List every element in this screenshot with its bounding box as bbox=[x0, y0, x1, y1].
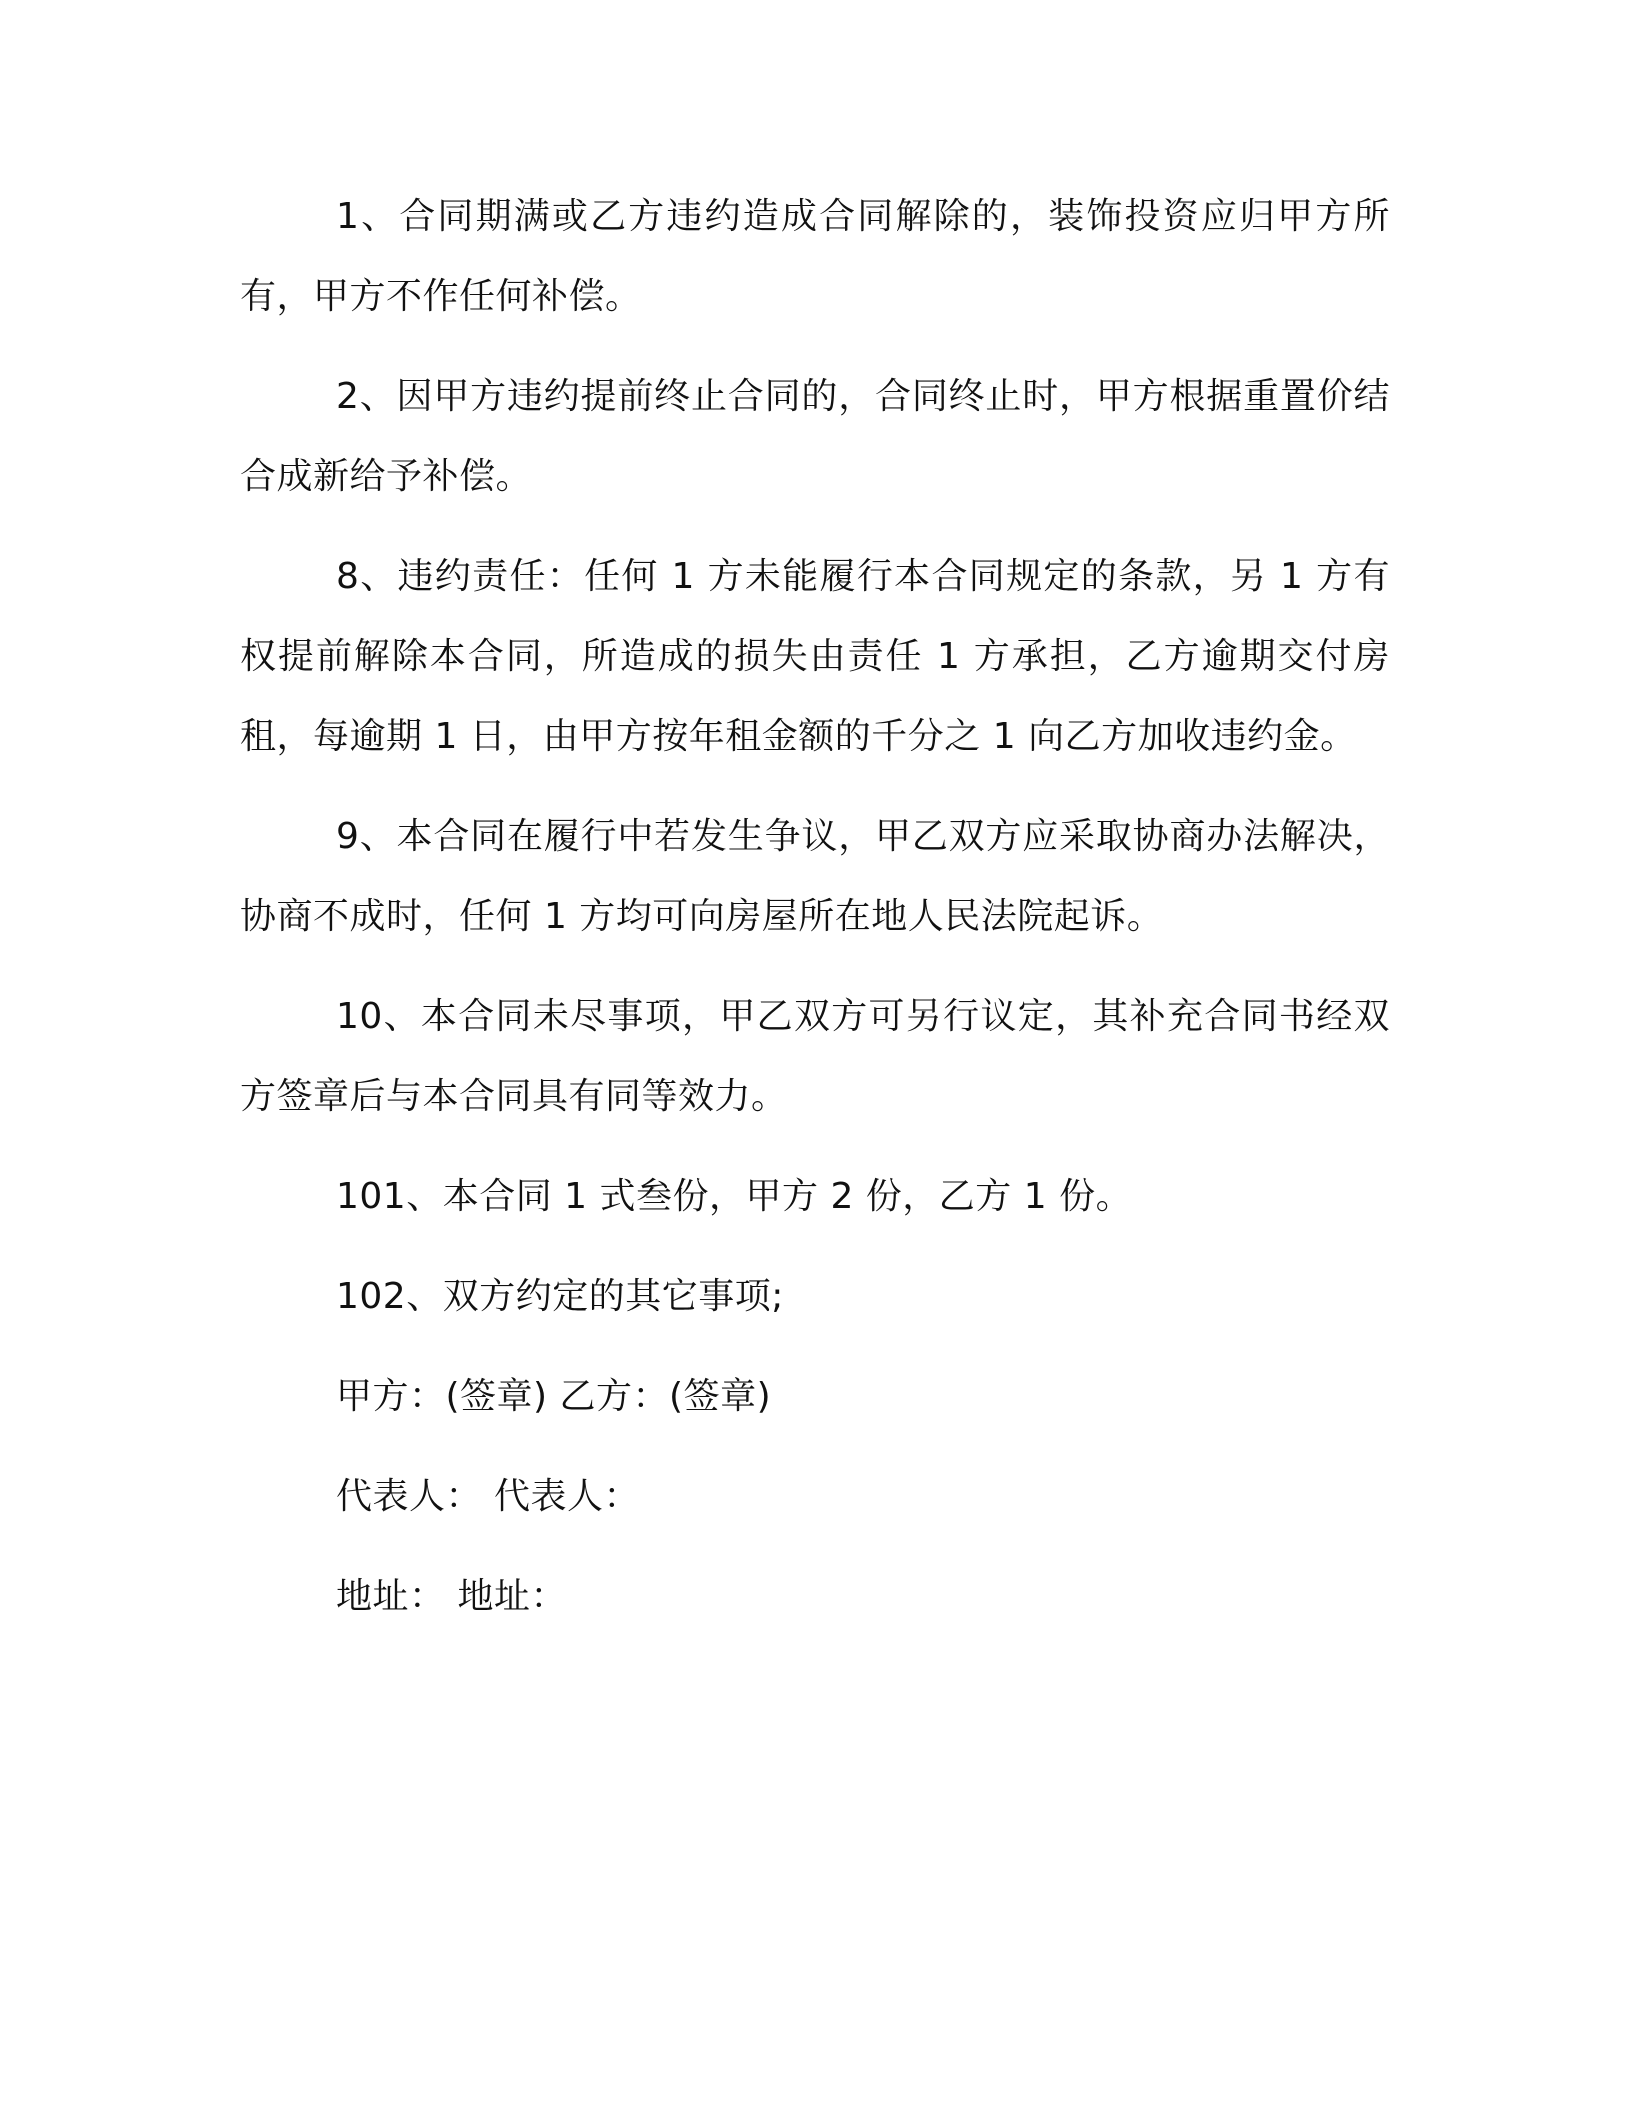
clause-10-paragraph: 10、本合同未尽事项，甲乙双方可另行议定，其补充合同书经双方签章后与本合同具有同等效力。 bbox=[240, 996, 1390, 1117]
signature-line: 甲方：(签章) 乙方：(签章) bbox=[336, 1376, 772, 1417]
clause-2-paragraph: 2、因甲方违约提前终止合同的，合同终止时，甲方根据重置价结合成新给予补偿。 bbox=[240, 376, 1390, 497]
address-line: 地址： 地址： bbox=[336, 1576, 567, 1617]
clause-8-paragraph: 8、违约责任：任何 1 方未能履行本合同规定的条款，另 1 方有权提前解除本合同，所造成的损失由责任 1 方承担，乙方逾期交付房租，每逾期 1 日，由甲方按年租金额的千分之 1 向乙方加收违约金。 bbox=[240, 556, 1390, 757]
clause-1-paragraph: 1、合同期满或乙方违约造成合同解除的，装饰投资应归甲方所有，甲方不作任何补偿。 bbox=[240, 196, 1390, 317]
clause-9-paragraph: 9、本合同在履行中若发生争议，甲乙双方应采取协商办法解决，协商不成时，任何 1 方均可向房屋所在地人民法院起诉。 bbox=[240, 816, 1390, 937]
clause-101-line: 101、本合同 1 式叁份，甲方 2 份，乙方 1 份。 bbox=[336, 1176, 1133, 1217]
clause-102-line: 102、双方约定的其它事项; bbox=[336, 1276, 784, 1317]
representative-line: 代表人： 代表人： bbox=[336, 1476, 640, 1517]
